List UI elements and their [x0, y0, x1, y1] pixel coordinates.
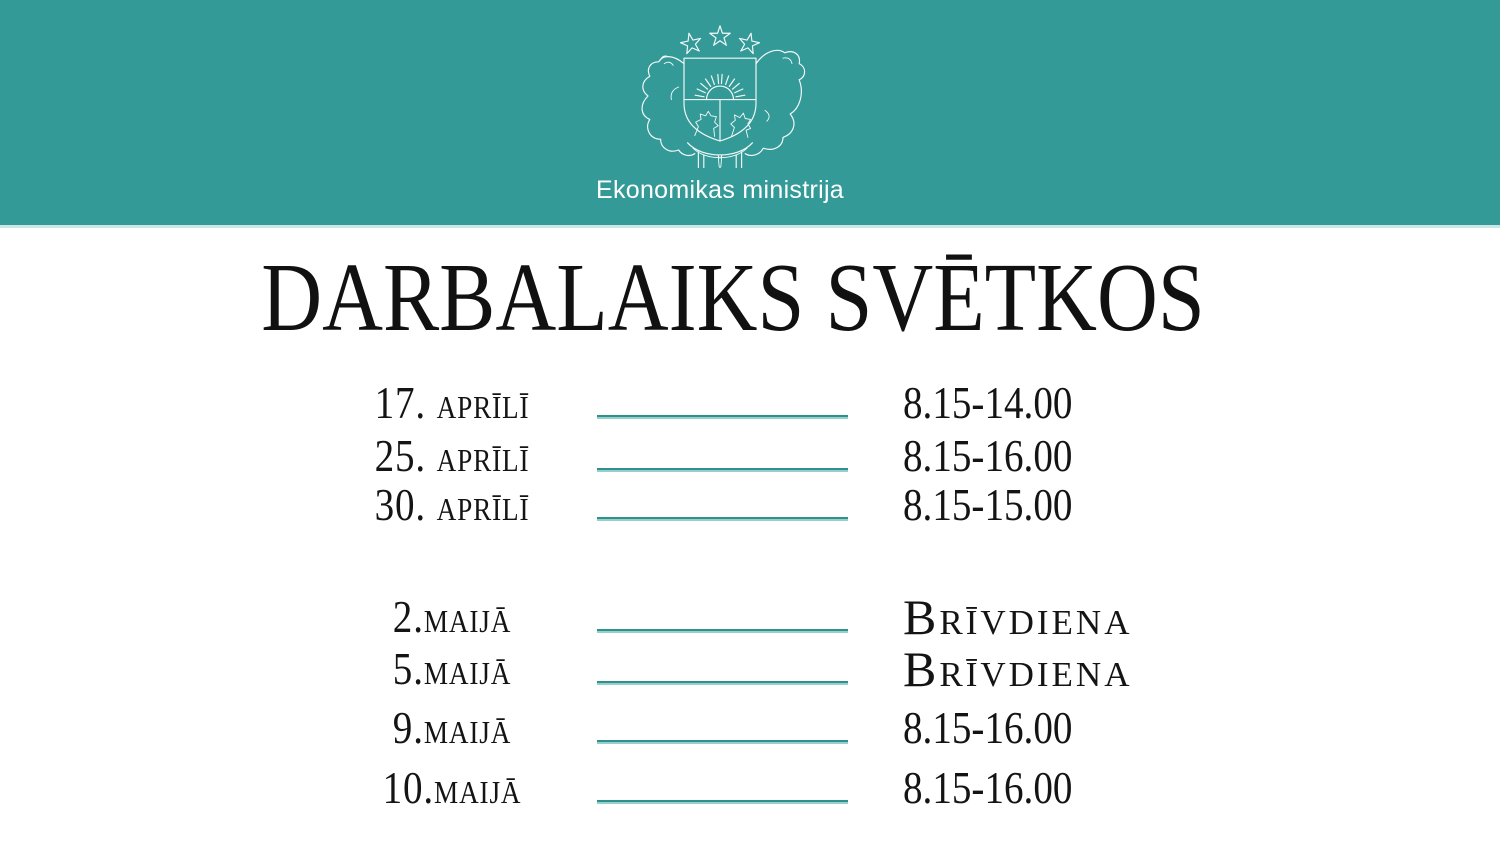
header-banner: [0, 0, 1500, 228]
divider-line: [597, 740, 848, 744]
schedule-hours: 8.15-16.00: [903, 430, 1073, 481]
schedule-row: [0, 762, 1500, 820]
divider-line: [597, 681, 848, 685]
schedule-date: 5.maijā: [392, 643, 512, 694]
divider-line: [597, 415, 848, 419]
divider-line: [597, 800, 848, 804]
schedule-hours: 8.15-16.00: [903, 762, 1073, 813]
latvia-coat-of-arms-icon: [630, 24, 810, 168]
schedule-date: 2.maijā: [392, 591, 512, 642]
schedule-row: [0, 643, 1500, 701]
schedule-hours: Brīvdiena: [903, 641, 1133, 697]
schedule-row: [0, 479, 1500, 537]
schedule-hours: Brīvdiena: [903, 589, 1133, 645]
page-title: DARBALAIKS SVĒTKOS: [261, 244, 1205, 352]
schedule-hours: 8.15-14.00: [903, 377, 1073, 428]
schedule-row: [0, 377, 1500, 435]
schedule-date: 9.maijā: [392, 702, 512, 753]
schedule-row: [0, 702, 1500, 760]
divider-line: [597, 629, 848, 633]
divider-line: [597, 517, 848, 521]
divider-line: [597, 468, 848, 472]
schedule-hours: 8.15-15.00: [903, 479, 1073, 530]
schedule-row: [0, 591, 1500, 649]
schedule-date: 25. aprīlī: [374, 430, 530, 481]
ministry-name: Ekonomikas ministrija: [595, 176, 845, 204]
schedule-date: 10.maijā: [382, 762, 522, 813]
schedule-date: 30. aprīlī: [374, 479, 530, 530]
schedule-hours: 8.15-16.00: [903, 702, 1073, 753]
schedule-date: 17. aprīlī: [374, 377, 530, 428]
ministry-brand: [590, 24, 850, 204]
